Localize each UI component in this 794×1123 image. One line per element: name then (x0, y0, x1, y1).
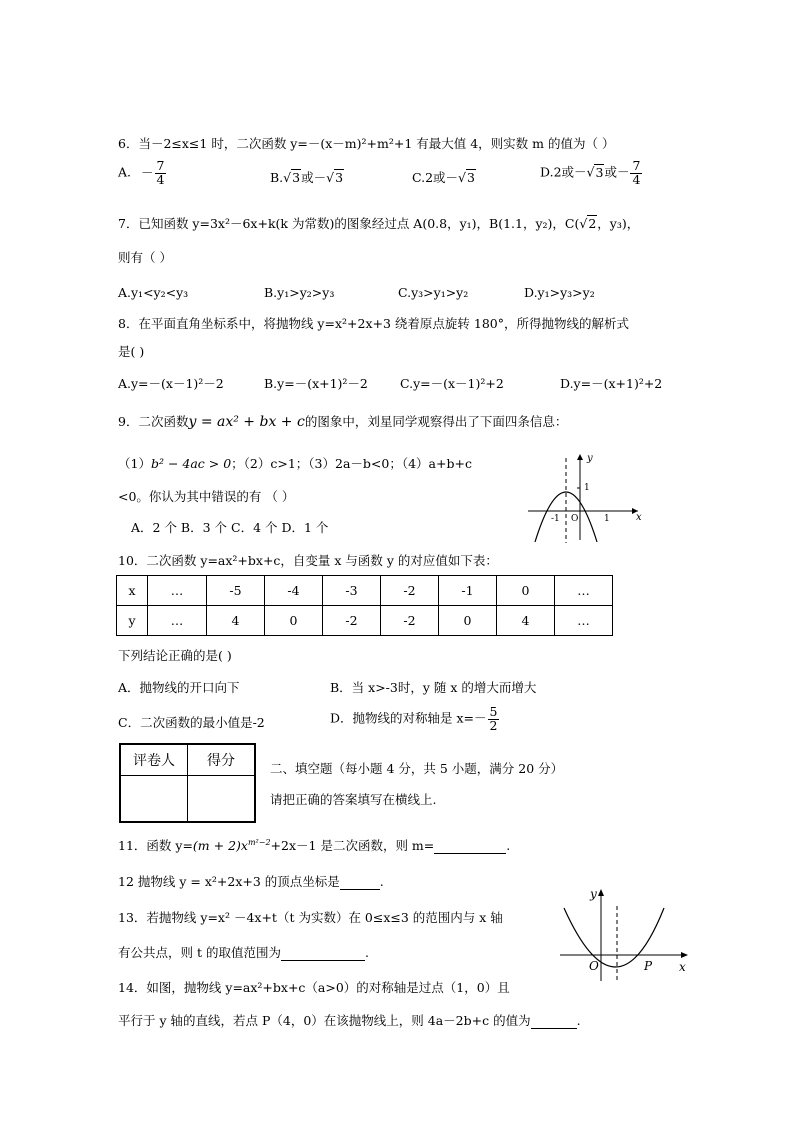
q12 (118, 874, 384, 890)
q6-b-minus: － (313, 170, 327, 185)
q9-one-y: 1 (584, 483, 590, 493)
q6-option-c: C.2或－√3 (412, 170, 475, 185)
table-cell: -4 (265, 576, 323, 606)
q9-c1-post: ；（2）c>1；（3）2a－b<0；（4）a+b+c (231, 456, 472, 471)
score-table (119, 743, 256, 823)
grader-cell (120, 776, 188, 823)
table-cell: -2 (381, 576, 439, 606)
q6-a-sign: － (141, 164, 154, 180)
q8-option-d: D.y=－(x+1)²+2 (560, 376, 663, 391)
q6-c-label: C. (412, 170, 426, 185)
q14-end: . (576, 1013, 581, 1028)
q12-end: . (379, 874, 384, 889)
table-cell: … (148, 606, 207, 636)
q11-pre: 11．函数 y= (118, 838, 193, 854)
q9-y-arrow (577, 454, 583, 460)
q6-d-den: 4 (632, 171, 641, 187)
q6-a-num: 7 (156, 158, 165, 173)
q6-b-or: 或 (301, 170, 314, 185)
q11-answer-blank[interactable] (434, 838, 506, 854)
q13-answer-blank[interactable] (281, 945, 365, 961)
q9-formula: y = ax² + bx + c (188, 414, 305, 430)
q7-stem: 7．已知函数 y=3x²－6x+k(k 为常数)的图象经过点 A(0.8，y₁)，B(1.1，y₂)，C(√2，y₃)， (118, 216, 640, 231)
q6-b-rad: 3 (292, 170, 301, 185)
q13-x-arrow (681, 952, 688, 958)
q9-stem (118, 414, 567, 431)
q9-c1-math: b² − 4ac > 0 (150, 456, 232, 471)
q6-a-label: A. (118, 164, 132, 180)
q8-option-b: B.y=－(x+1)²－2 (264, 376, 368, 391)
q10-value-table (116, 575, 613, 636)
q14-line2-pre: 平行于 y 轴的直线，若点 P（4，0）在该抛物线上，则 4a－2b+c 的值为 (118, 1013, 531, 1028)
q6-a-den: 4 (156, 171, 165, 187)
q7-stem-line2: 则有（ ） (118, 250, 172, 265)
q11-end: . (506, 838, 511, 854)
table-cell: 4 (497, 606, 555, 636)
score-header: 得分 (188, 744, 256, 776)
q8-stem: 8．在平面直角坐标系中，将抛物线 y=x²+2x+3 绕着原点旋转 180°，所得抛物线的解析式 (118, 316, 629, 331)
q14-answer-blank[interactable] (531, 1013, 577, 1029)
q13-x-label: x (679, 960, 686, 974)
q13-line2-pre: 有公共点，则 t 的取值范围为 (118, 945, 281, 960)
q9-stem-post: 的图象中，刘星同学观察得出了下面四条信息： (304, 414, 568, 429)
q6-option-d: D.2或－√3或－ $\frac{7}{4}$ (540, 158, 641, 187)
q10-option-a: A．抛物线的开口向下 (118, 680, 240, 695)
q8-stem-line2: 是( ) (118, 344, 145, 359)
q9-conditions (118, 456, 472, 471)
table-cell: -2 (323, 606, 381, 636)
q11-exp: m²−2 (247, 838, 271, 847)
q9-c1-pre: （1） (118, 456, 151, 471)
q11-mid: (m + 2)x (192, 838, 248, 854)
q7-option-c: C.y₃>y₁>y₂ (398, 285, 469, 300)
table-row-y (117, 606, 613, 636)
q11-post: +2x－1 是二次函数，则 m= (270, 838, 435, 854)
q6-c-rad: 3 (467, 170, 475, 185)
table-cell: … (148, 576, 207, 606)
q10-d-pre: D．抛物线的对称轴是 x=－ (330, 710, 487, 726)
q13-y-arrow (598, 889, 604, 896)
table-cell: 0 (265, 606, 323, 636)
q14-line1: 14．如图，抛物线 y=ax²+bx+c（a>0）的对称轴是过点（1，0）且 (118, 980, 510, 995)
q6-stem: 6．当－2≤x≤1 时，二次函数 y=－(x－m)²+m²+1 有最大值 4，则实数 m 的值为（ ） (118, 136, 615, 151)
table-cell: -2 (381, 606, 439, 636)
score-cell (188, 776, 256, 823)
q10-d-num: 5 (489, 704, 498, 719)
q6-d-num: 7 (632, 158, 641, 173)
grader-header: 评卷人 (120, 744, 188, 776)
q13-graph (556, 884, 696, 984)
q13-line1: 13．若抛物线 y=x² －4x+t（t 为实数）在 0≤x≤3 的范围内与 x 轴 (118, 910, 503, 925)
q10-d-den: 2 (489, 717, 498, 733)
table-cell: -5 (207, 576, 265, 606)
table-cell: y (117, 606, 148, 636)
q9-neg-one: -1 (551, 514, 560, 524)
table-row-x (117, 576, 613, 606)
q10-option-b: B．当 x>-3时，y 随 x 的增大而增大 (330, 680, 537, 695)
section2-instruction: 请把正确的答案填写在横线上. (270, 792, 437, 807)
q9-graph (520, 448, 650, 544)
q7-option-b: B.y₁>y₂>y₃ (264, 285, 335, 300)
q9-stem-pre: 9．二次函数 (118, 414, 189, 429)
q6-b-label: B. (270, 170, 284, 185)
q6-d-mid: 或－ (604, 164, 630, 180)
table-cell: 0 (439, 606, 497, 636)
q13-y-label: y (590, 887, 597, 901)
table-cell: … (555, 606, 613, 636)
table-cell: … (555, 576, 613, 606)
q6-d-rad: 3 (595, 164, 604, 180)
table-cell: -3 (323, 576, 381, 606)
q6-c-pre: 2或－ (425, 170, 459, 185)
q10-option-c: C．二次函数的最小值是-2 (118, 715, 265, 730)
q6-b-rad2: 3 (335, 170, 344, 185)
q7-stem-b: ，y₃)， (597, 216, 640, 231)
q6-d-pre: 2或－ (553, 164, 587, 180)
table-cell: 4 (207, 606, 265, 636)
q10-option-d (330, 706, 500, 732)
q8-option-c: C.y=－(x－1)²+2 (400, 376, 504, 391)
table-cell: 0 (497, 576, 555, 606)
section2-title: 二、填空题（每小题 4 分，共 5 小题，满分 20 分） (270, 761, 564, 776)
q9-one-x: 1 (604, 514, 610, 524)
q7-option-d: D.y₁>y₃>y₂ (524, 285, 595, 300)
q9-origin: O (571, 514, 579, 524)
q13-origin: O (589, 959, 599, 973)
q11 (118, 838, 510, 854)
q6-option-b: B.√3或－√3 (270, 170, 344, 185)
q9-options: A．2 个 B．3 个 C．4 个 D．1 个 (131, 520, 329, 535)
q12-answer-blank[interactable] (340, 874, 380, 890)
q13-end: . (364, 945, 369, 960)
q9-y-label: y (587, 453, 593, 464)
table-cell: -1 (439, 576, 497, 606)
q10-stem: 10．二次函数 y=ax²+bx+c，自变量 x 与函数 y 的对应值如下表： (118, 553, 498, 568)
q12-pre: 12 抛物线 y = x²+2x+3 的顶点坐标是 (118, 874, 340, 889)
q13-line2 (118, 945, 369, 961)
q9-x-label: x (636, 512, 642, 523)
q7-stem-a: 7．已知函数 y=3x²－6x+k(k 为常数)的图象经过点 A(0.8，y₁)，B(1.1，y₂)，C( (118, 216, 580, 231)
q13-p-label: P (644, 959, 653, 973)
q8-option-a: A.y=－(x－1)²－2 (118, 376, 224, 391)
q7-option-a: A.y₁<y₂<y₃ (118, 285, 189, 300)
q14-line2 (118, 1013, 581, 1029)
table-cell: x (117, 576, 148, 606)
q7-stem-rad: 2 (588, 216, 597, 231)
q9-line3: <0。你认为其中错误的有 （ ） (118, 489, 295, 504)
q10-prompt: 下列结论正确的是( ) (118, 648, 232, 663)
q6-d-label: D. (540, 164, 554, 180)
q6-option-a (118, 160, 167, 186)
